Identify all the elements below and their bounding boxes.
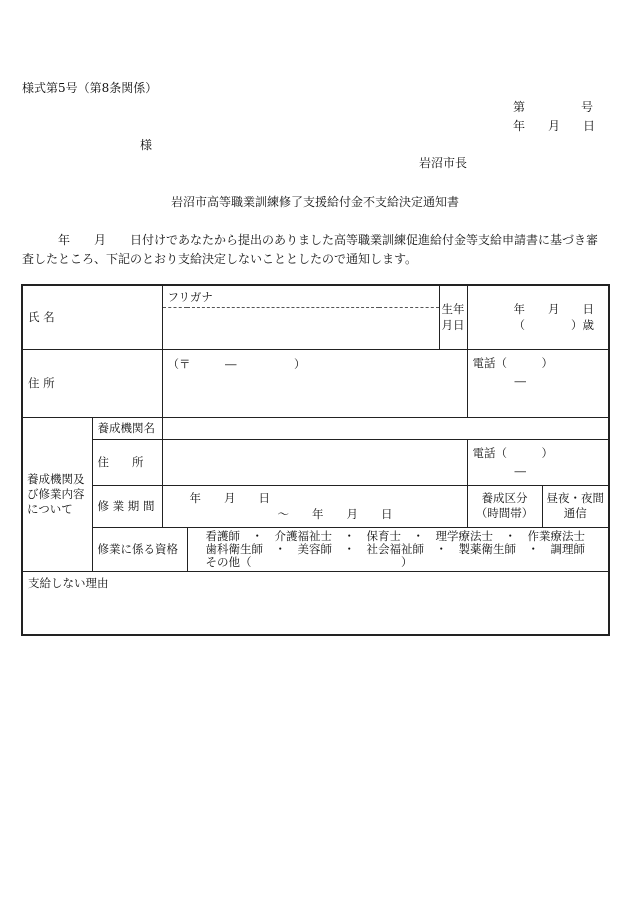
phone-dash: ―	[514, 373, 526, 388]
period-end: ～ 年 月 日	[277, 507, 393, 521]
birth-label: 生年月日	[439, 285, 467, 349]
qualification-line-1: 看護師 ・ 介護福祉士 ・ 保育士 ・ 理学療法士 ・ 作業療法士	[205, 528, 585, 543]
birth-date-cell	[467, 285, 609, 349]
number-prefix: 第	[513, 100, 526, 114]
address-label: 住 所	[22, 349, 162, 417]
document-title: 岩沼市高等職業訓練修了支援給付金不支給決定通知書	[170, 195, 459, 209]
reason-field[interactable]	[22, 571, 609, 635]
institution-phone-label: 電話（ ）	[472, 445, 553, 460]
institution-name-field[interactable]	[162, 417, 609, 439]
notice-form-table	[21, 284, 610, 636]
issue-day: 日	[583, 119, 596, 133]
period-field[interactable]	[162, 485, 467, 527]
institution-address-field[interactable]	[162, 439, 467, 485]
qualification-label: 修業に係る資格	[92, 527, 187, 571]
course-type-value: 昼夜・夜間通信	[542, 485, 609, 527]
name-field[interactable]	[162, 307, 439, 349]
birth-date: 年 月 日	[513, 302, 594, 317]
number-suffix: 号	[581, 100, 594, 114]
issue-year: 年	[513, 119, 526, 133]
qualification-line-2: 歯科衛生師 ・ 美容師 ・ 社会福祉師 ・ 製薬衛生師 ・ 調理師	[205, 541, 585, 556]
issue-month: 月	[548, 119, 561, 133]
recipient-honorific: 様	[140, 138, 153, 152]
age: （ ）歳	[513, 318, 594, 333]
course-type-label: 養成区分（時間帯）	[467, 485, 542, 527]
qualification-line-3: その他（ ）	[205, 554, 413, 569]
document-number	[513, 101, 603, 114]
notice-body: 年 月 日付けであなたから提出のありました高等職業訓練促進給付金等支給申請書に基づき審査したところ、下記のとおり支給決定しないこととしたので通知します。	[22, 233, 599, 266]
name-label: 氏 名	[22, 285, 162, 349]
period-label: 修 業 期 間	[92, 485, 162, 527]
issuer: 岩沼市長	[419, 156, 468, 170]
institution-phone-field[interactable]	[467, 439, 609, 485]
phone-field[interactable]	[467, 349, 609, 417]
form-number: 様式第5号（第8条関係）	[22, 81, 158, 95]
address-field[interactable]	[162, 349, 467, 417]
period-start: 年 月 日	[189, 491, 270, 505]
postal-code: （〒 ― ）	[167, 356, 306, 371]
reason-label: 支給しない理由	[28, 575, 109, 590]
phone-label: 電話（ ）	[472, 355, 553, 370]
institution-address-label: 住 所	[92, 439, 162, 485]
institution-name-label: 養成機関名	[92, 417, 162, 439]
institution-group-label: 養成機関及び修業内容について	[22, 417, 92, 571]
furigana-label: フリガナ	[162, 285, 439, 307]
qualification-options[interactable]	[187, 527, 609, 571]
institution-phone-dash: ―	[514, 463, 526, 478]
